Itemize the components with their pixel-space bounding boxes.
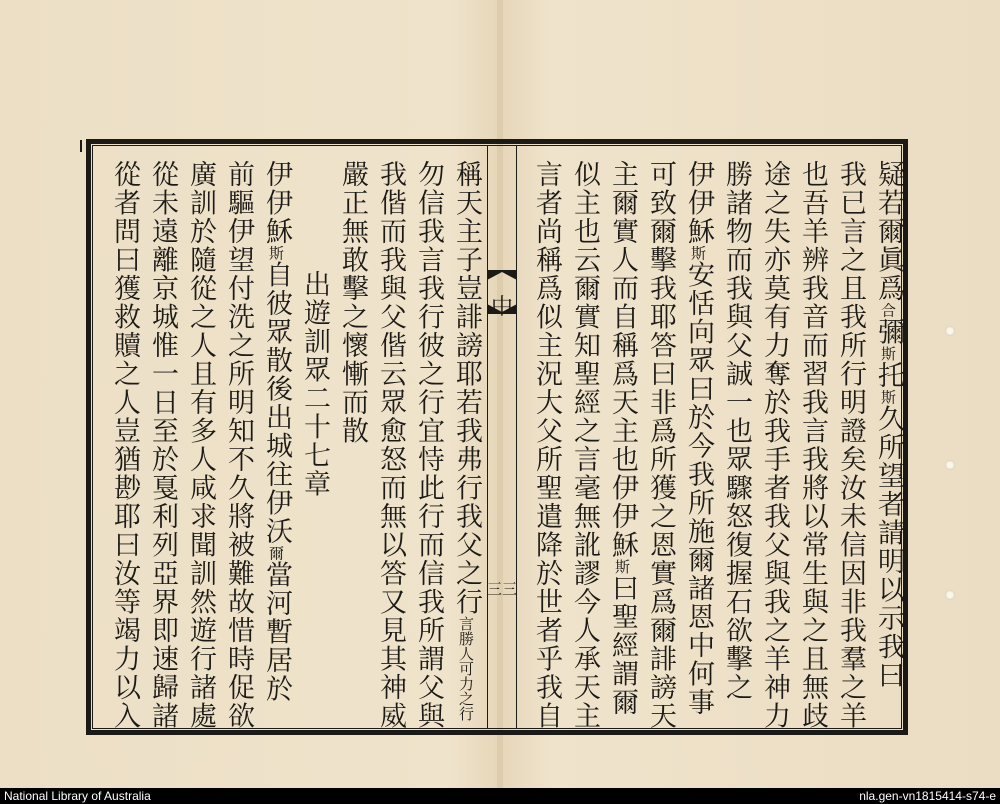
text-column-12: 勿信我言我行彼之行宜恃此行而信我所謂父與	[413, 160, 444, 730]
text-column-10: 言者尚稱爲似主況大父所聖遣降於世者乎我自	[531, 160, 562, 730]
text-column-9: 似主也云爾實知聖經之言毫無訛謬今人承天主	[569, 160, 600, 730]
text-column-19: 從未遠離京城惟一日至於戛利列亞界即速歸諸	[147, 160, 178, 730]
text-column-16: 伊伊穌斯自彼眾散後出城往伊沃爾當河暫居於	[261, 160, 292, 703]
page-number: 三三	[487, 580, 518, 598]
footer-bar	[0, 788, 1000, 804]
text-column-1: 疑若爾眞爲合彌斯托斯久所望者請明以示我曰	[873, 160, 904, 690]
footer-source: National Library of Australia	[4, 789, 151, 803]
text-column-5: 勝諸物而我與父誠一也眾驟怒復握石欲擊之	[721, 160, 752, 702]
text-column-2: 我已言之且我所行明證矣汝未信因非我羣之羊	[835, 160, 866, 730]
text-column-3: 也吾羊辨我音而習我言我將以常生與之且無歧	[797, 160, 828, 730]
footer-identifier: nla.gen-vn1815414-s74-e	[859, 789, 996, 803]
center-band	[487, 145, 517, 729]
text-column-7: 可致爾擊我耶答曰非爲所獲之恩實爲爾誹謗天	[645, 160, 676, 730]
text-column-18: 廣訓於隨從之人且有多人咸求聞訓然遊行諸處	[185, 160, 216, 730]
text-column-4: 途之失亦莫有力奪於我手者我父與我之羊神力	[759, 160, 790, 730]
text-column-6: 伊伊穌斯安恬向眾曰於今我所施爾諸恩中何事	[683, 160, 714, 717]
text-column-20: 從者問曰獲救贖之人豈猶尠耶曰汝等竭力以入	[109, 160, 140, 730]
text-column-13: 我偕而我與父偕云眾愈怒而無以答又見其神威	[375, 160, 406, 730]
center-label: 中	[490, 295, 513, 320]
text-column-11: 稱天主子豈誹謗耶若我弗行我父之行言勝人可力之行	[451, 160, 482, 721]
text-column-14: 嚴正無敢擊之懷慚而散	[337, 160, 368, 445]
chapter-heading: 出遊訓眾二十七章	[299, 270, 330, 498]
text-column-8: 主爾實人而自稱爲天主也伊伊穌斯曰聖經謂爾	[607, 160, 638, 717]
text-column-17: 前驅伊望付洗之所明知不久將被難故惜時促欲	[223, 160, 254, 730]
margin-mark	[80, 140, 82, 152]
